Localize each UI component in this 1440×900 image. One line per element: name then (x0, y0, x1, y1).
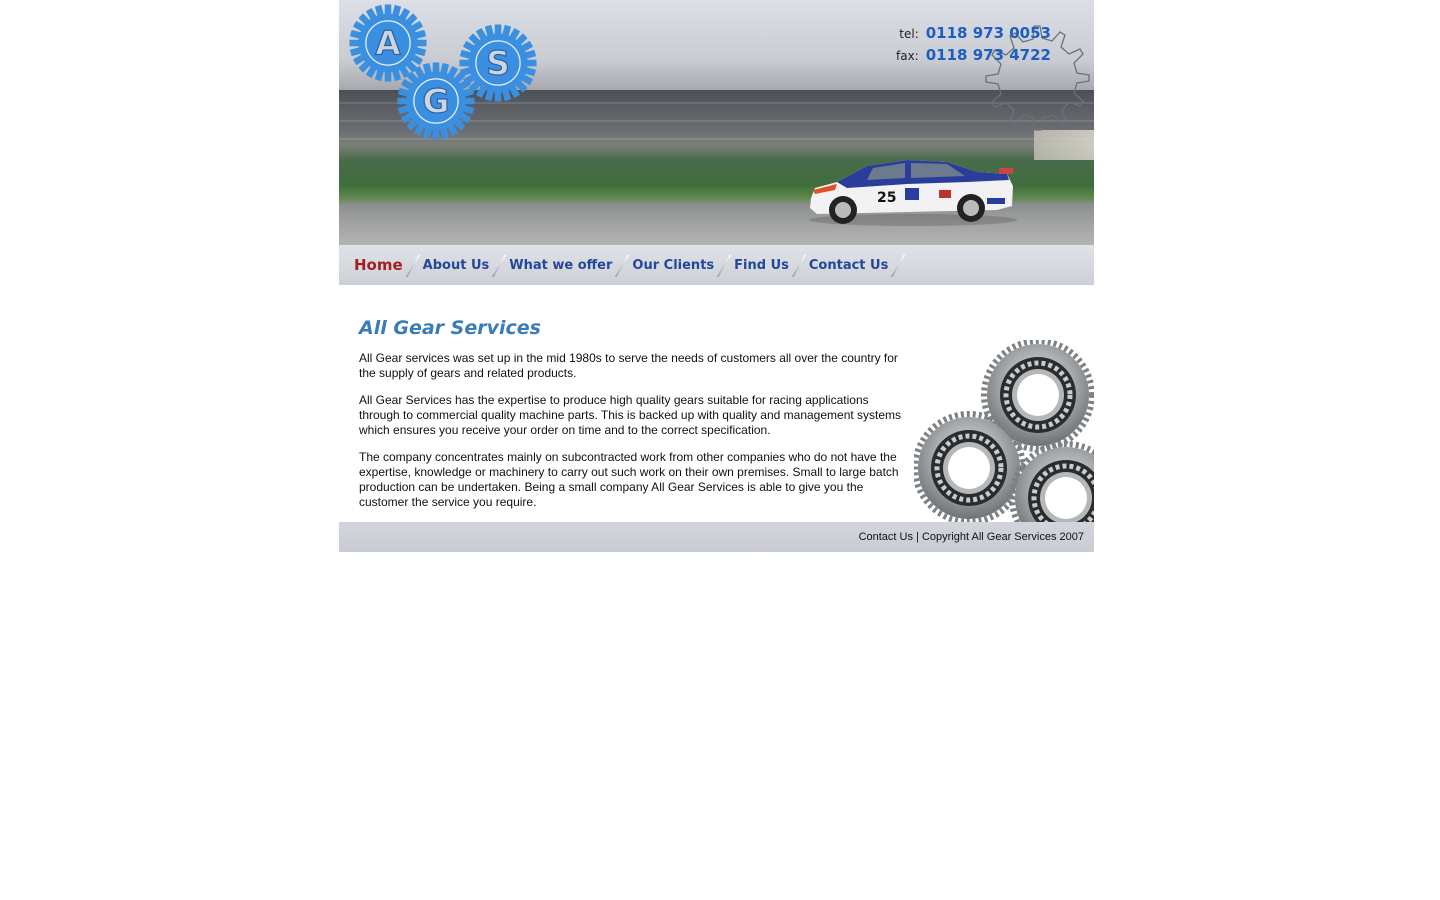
gear-logo-s-icon (457, 22, 539, 104)
nav-home[interactable]: Home (354, 256, 403, 274)
nav-separator (890, 254, 906, 276)
nav-find-us[interactable]: Find Us (734, 257, 789, 273)
fax-label: fax: (896, 49, 919, 63)
fax-number: 0118 973 4722 (925, 46, 1051, 64)
header (339, 0, 1094, 245)
main-navigation (339, 245, 1094, 285)
copyright-text: Copyright All Gear Services 2007 (921, 531, 1084, 543)
nav-what-we-offer[interactable]: What we offer (509, 257, 613, 273)
svg-text:25: 25 (877, 190, 897, 206)
nav-separator (405, 254, 421, 276)
tel-row (896, 24, 1051, 46)
page-title: All Gear Services (359, 317, 541, 339)
nav-separator (791, 254, 807, 276)
bearing-gears-image (914, 340, 1094, 522)
svg-text:S: S (486, 44, 510, 83)
paragraph-intro: All Gear services was set up in the mid 1980s to serve the needs of customers all over the country for the supply of gears and related products. (359, 351, 898, 380)
svg-text:A: A (375, 24, 401, 63)
body-text (359, 351, 904, 522)
footer-contact-link[interactable]: Contact Us (858, 531, 913, 543)
footer (339, 522, 1094, 552)
contact-numbers (896, 24, 1051, 68)
nav-separator (614, 254, 630, 276)
tel-label: tel: (899, 27, 919, 41)
main-content (339, 285, 1094, 522)
nav-contact-us[interactable]: Contact Us (808, 257, 889, 273)
footer-separator: | (912, 531, 922, 543)
paragraph-company: The company concentrates mainly on subcontracted work from other companies who do not have the expertise, knowledge or machinery to carry out such work on their own premises. Small to large batch production can be undertaken. Being a small company All Gear Services is able to give you the customer the service you require. (359, 450, 899, 509)
page-container (339, 0, 1094, 552)
footer-text (859, 531, 1084, 543)
nav-separator (491, 254, 507, 276)
fax-row (896, 46, 1051, 68)
paragraph-expertise: All Gear Services has the expertise to produce high quality gears suitable for racing applications through to commercial quality machine parts. This is backed up with quality and management systems which ensures you receive your order on time and to the correct specification. (359, 393, 902, 437)
tel-number: 0118 973 0053 (925, 24, 1051, 42)
race-car-image (807, 158, 1019, 228)
nav-about-us[interactable]: About Us (422, 257, 490, 273)
nav-our-clients[interactable]: Our Clients (632, 257, 715, 273)
svg-text:G: G (422, 82, 450, 121)
nav-separator (716, 254, 732, 276)
